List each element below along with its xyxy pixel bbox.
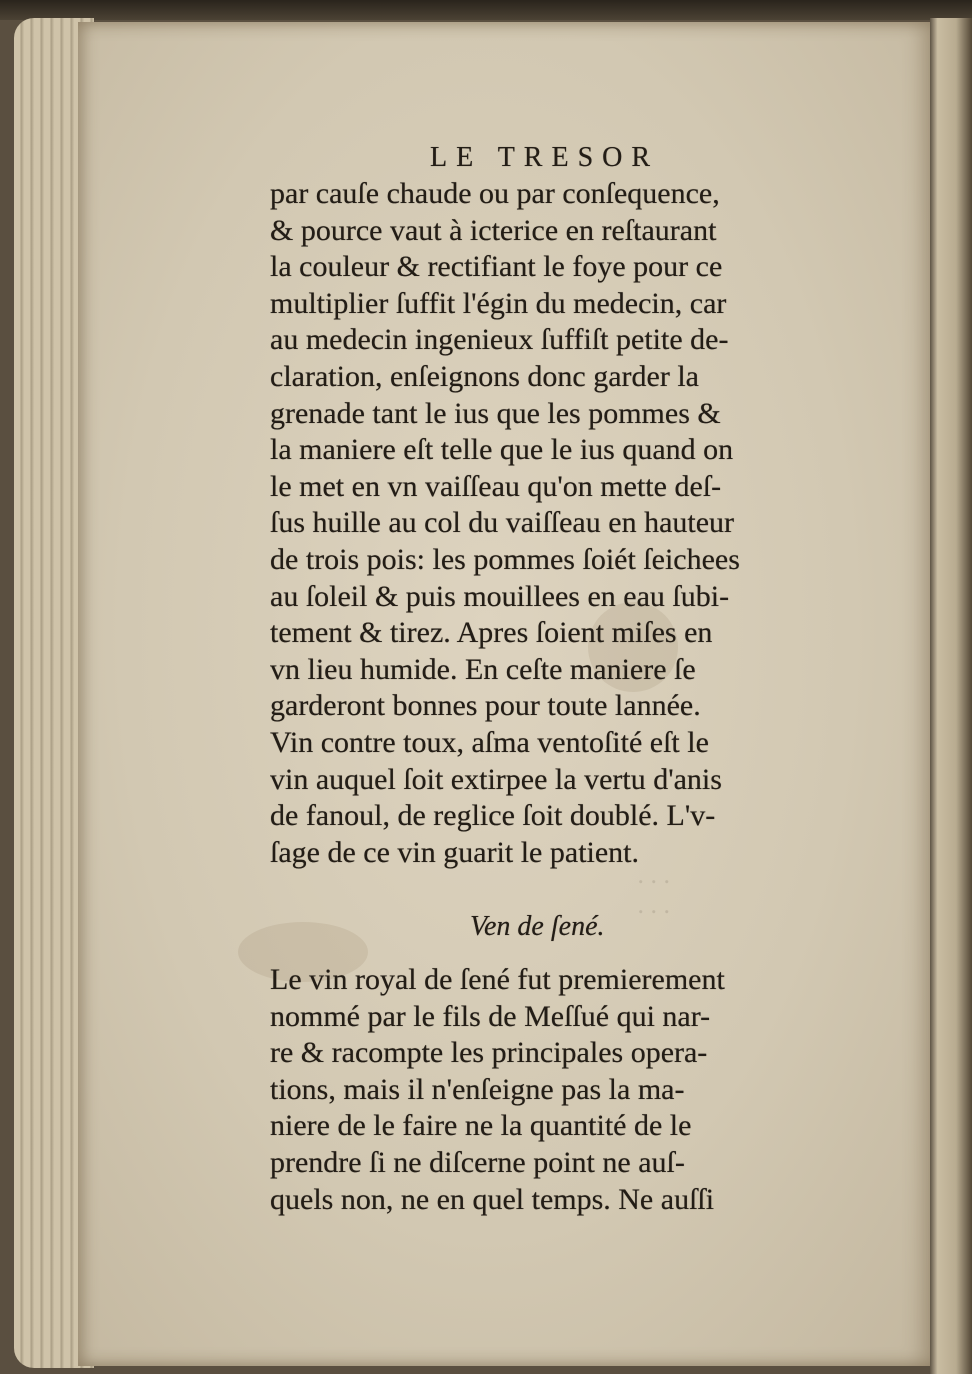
- body-text: [270, 176, 870, 871]
- text-line: ſus huille au col du vaiſſeau en hauteur: [270, 506, 735, 540]
- text-line: grenade tant le ius que les pommes &: [270, 396, 721, 430]
- section-heading: Ven de ſené.: [470, 911, 605, 942]
- text-line: au ſoleil & puis mouillees en eau ſubi-: [270, 579, 730, 613]
- text-line: par cauſe chaude ou par conſequence,: [270, 177, 720, 210]
- text-line: tement & tirez. Apres ſoient miſes en: [270, 616, 713, 650]
- text-line: nommé par le fils de Meſſué qui nar-: [270, 999, 711, 1033]
- text-line: le met en vn vaiſſeau qu'on mette deſ-: [270, 469, 722, 503]
- running-head: LE TRESOR: [430, 142, 660, 173]
- text-line: garderont bonnes pour toute lannée.: [270, 689, 701, 723]
- text-line: vin auquel ſoit extirpee la vertu d'anis: [270, 762, 722, 796]
- text-line: niere de le faire ne la quantité de le: [270, 1109, 692, 1143]
- text-line: la maniere eſt telle que le ius quand on: [270, 433, 734, 467]
- text-line: re & racompte les principales opera-: [270, 1036, 708, 1070]
- text-line: prendre ſi ne diſcerne point ne auſ-: [270, 1145, 685, 1179]
- section-text: [270, 962, 870, 1218]
- text-line: la couleur & rectifiant le foye pour ce: [270, 250, 723, 284]
- text-line: vn lieu humide. En ceſte maniere ſe: [270, 652, 696, 686]
- text-line: tions, mais il n'enſeigne pas la ma-: [270, 1072, 685, 1106]
- text-line: multiplier ſuffit l'égin du medecin, car: [270, 286, 727, 320]
- text-line: au medecin ingenieux ſuffiſt petite de-: [270, 323, 729, 357]
- text-line: claration, enſeignons donc garder la: [270, 359, 699, 393]
- page-edge-right: [930, 18, 972, 1374]
- text-line: Le vin royal de ſené fut premierement: [270, 963, 725, 996]
- book-top-edge: [0, 0, 972, 20]
- text-line: Vin contre toux, aſma ventoſité eſt le: [270, 725, 709, 759]
- text-line: ſage de ce vin guarit le patient.: [270, 835, 640, 869]
- text-line: de trois pois: les pommes ſoiét ſeichees: [270, 542, 740, 576]
- text-line: de fanoul, de reglice ſoit doublé. L'v-: [270, 799, 716, 833]
- text-line: & pource vaut à icterice en reſtaurant: [270, 213, 717, 247]
- text-line: quels non, ne en quel temps. Ne auſſi: [270, 1182, 715, 1216]
